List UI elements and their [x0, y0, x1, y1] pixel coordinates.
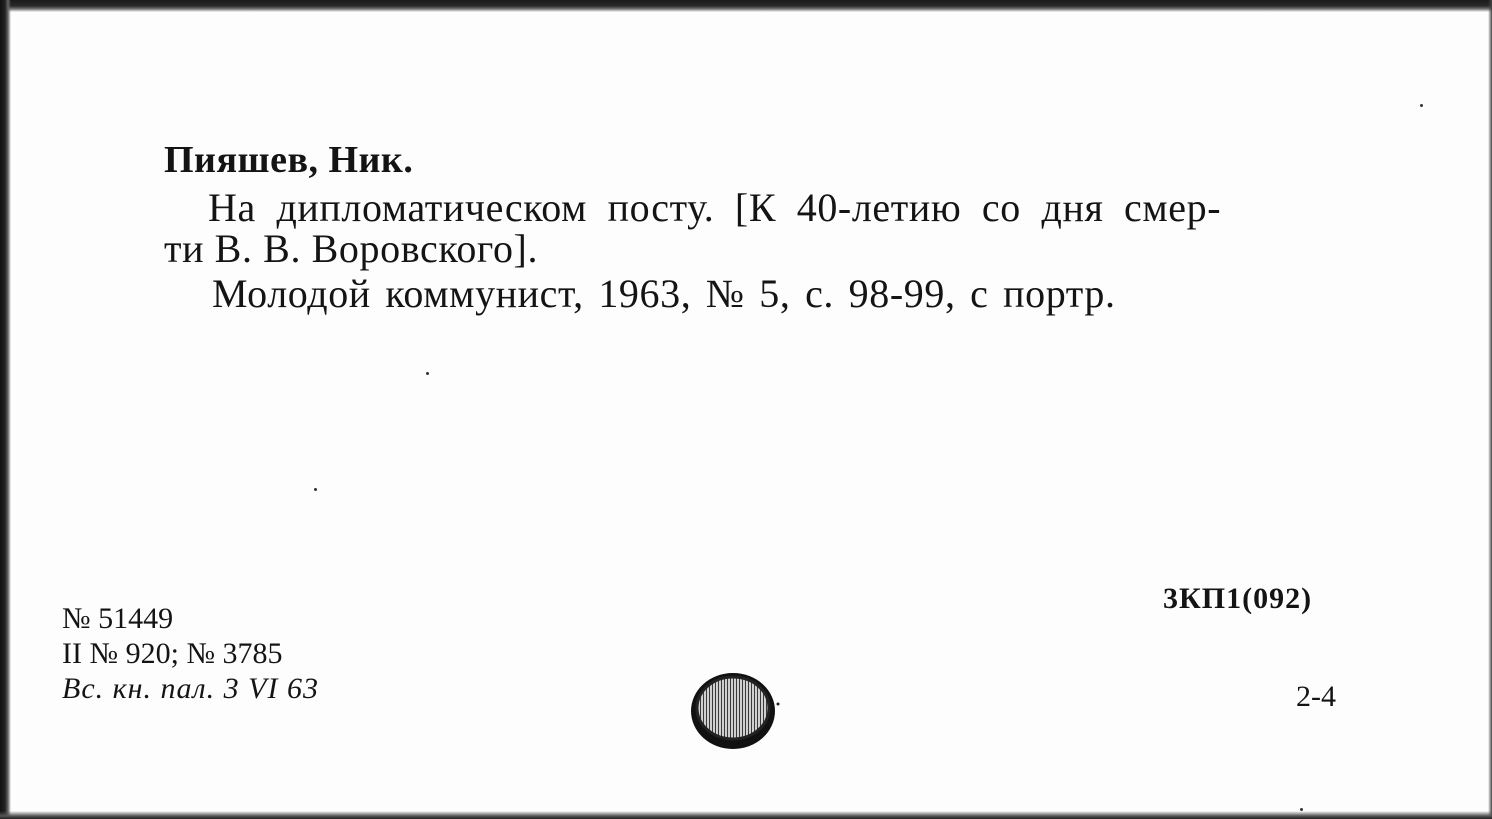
scan-speck [314, 488, 317, 491]
card-registry: II № 920; № 3785 [62, 637, 283, 670]
card-record-number: № 51449 [62, 602, 174, 635]
card-title-line-2: ти В. В. Воровского]. [164, 226, 539, 271]
card-right-edge [1488, 0, 1492, 819]
card-top-edge [0, 0, 1492, 12]
card-bottom-edge [0, 811, 1492, 819]
punch-hole-icon [688, 668, 780, 752]
card-title-line-1: На дипломатическом посту. [К 40-летию со дня смер- [208, 185, 1222, 230]
card-copies: 2-4 [1296, 680, 1336, 713]
scan-speck [1420, 104, 1423, 107]
card-author: Пияшев, Ник. [164, 139, 414, 181]
card-source: Молодой коммунист, 1963, № 5, с. 98-99, с портр. [212, 271, 1116, 316]
scan-speck [1300, 808, 1303, 811]
card-left-edge [0, 0, 11, 819]
scan-speck [426, 372, 429, 375]
card-chamber-note: Вс. кн. пал. 3 VI 63 [62, 672, 319, 705]
card-classification: 3КП1(092) [1163, 582, 1313, 615]
